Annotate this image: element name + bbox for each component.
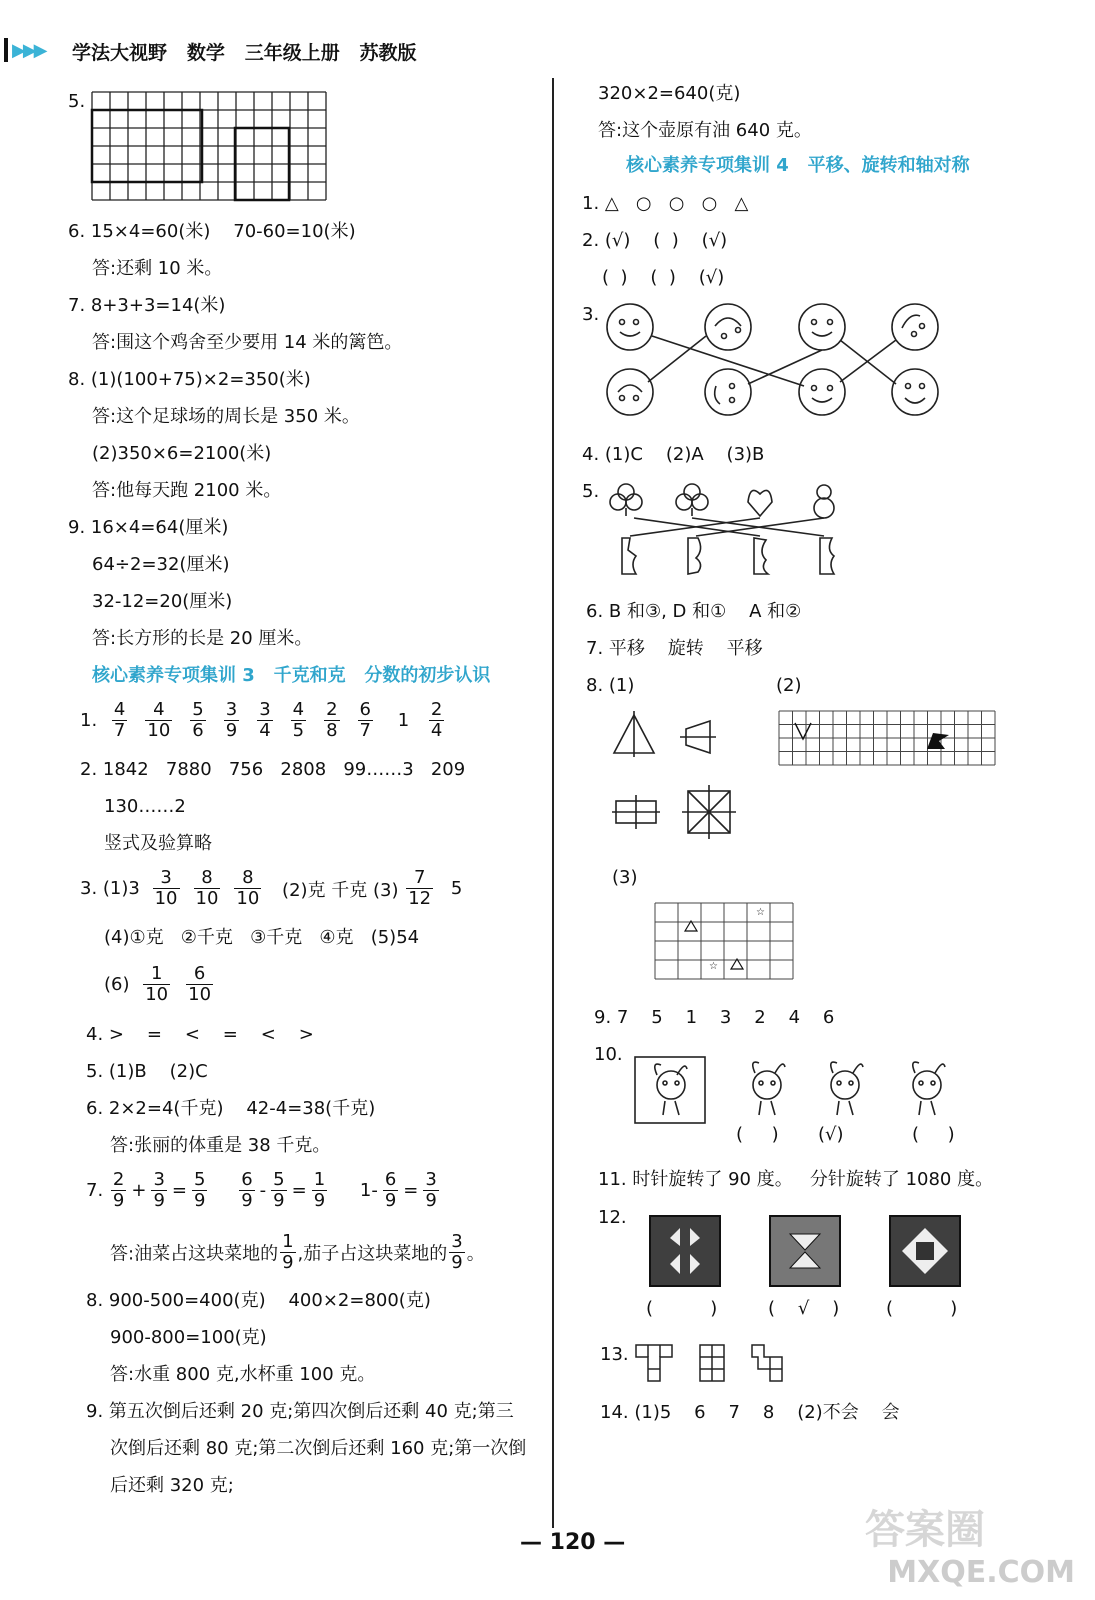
q8-part1: 8. (1)(100+75)×2=350(米) xyxy=(68,369,311,390)
denominator: 4 xyxy=(259,720,271,741)
s4-q14: 14. (1)5 6 7 8 (2)不会 会 xyxy=(600,1402,900,1423)
s4-q10-mark-3: ( ) xyxy=(912,1124,955,1145)
fraction xyxy=(291,700,306,741)
s4-q8-part3-label: (3) xyxy=(612,867,638,888)
q8-part1-answer: 答:这个足球场的周长是 350 米。 xyxy=(92,406,360,427)
s4-q13-shapes xyxy=(636,1343,796,1383)
numerator: 8 xyxy=(234,868,261,889)
s3-q4: 4. > = < = < > xyxy=(86,1024,314,1045)
r-line1: 320×2=640(克) xyxy=(598,83,741,104)
operator: = xyxy=(171,1180,188,1201)
denominator: 10 xyxy=(145,984,169,1005)
s4-q3-faces-figure xyxy=(600,300,950,420)
s4-q8-part2-grid xyxy=(779,711,997,767)
numerator: 4 xyxy=(113,699,126,720)
section4-title: 核心素养专项集训 4 平移、旋转和轴对称 xyxy=(626,155,970,176)
s3-q6: 6. 2×2=4(千克) 42-4=38(千克) xyxy=(86,1098,376,1119)
fraction xyxy=(224,700,239,741)
numerator: 5 xyxy=(273,1169,285,1190)
fraction xyxy=(406,868,433,909)
s3-q5: 5. (1)B (2)C xyxy=(86,1061,208,1082)
fraction xyxy=(190,700,205,741)
denominator: 9 xyxy=(451,1252,463,1273)
s4-q7: 7. 平移 旋转 平移 xyxy=(586,638,763,659)
section3-title: 核心素养专项集训 3 千克和克 分数的初步认识 xyxy=(92,665,491,686)
s4-q12-number: 12. xyxy=(598,1207,627,1228)
s3-q7-answer-c: 。 xyxy=(466,1243,485,1265)
denominator: 9 xyxy=(153,1190,165,1211)
numerator: 6 xyxy=(186,964,213,985)
s4-q5-matching-figure xyxy=(608,480,848,580)
numerator: 3 xyxy=(225,699,238,720)
denominator: 10 xyxy=(195,888,219,909)
s4-q6: 6. B 和③, D 和① A 和② xyxy=(586,601,802,622)
watermark-logo-text: 答案圈 xyxy=(865,1507,985,1553)
s3-q1-one: 1 xyxy=(397,710,410,731)
fraction xyxy=(234,868,261,909)
header-bar xyxy=(4,38,8,62)
denominator: 10 xyxy=(147,720,171,741)
q8-part2-answer: 答:他每天跑 2100 米。 xyxy=(92,480,282,501)
fraction xyxy=(194,868,221,909)
fraction xyxy=(153,868,180,909)
s3-q7-line xyxy=(86,1170,441,1211)
s4-q12-tiles-figure xyxy=(650,1216,962,1288)
denominator: 9 xyxy=(384,1190,397,1211)
s4-q8-part1-label: 8. (1) xyxy=(586,675,635,696)
fraction xyxy=(151,1170,166,1211)
denominator: 12 xyxy=(408,888,432,909)
s4-q12-mark-2: ( √ ) xyxy=(768,1298,840,1319)
s4-q2-line2: ( ) ( ) (√) xyxy=(602,267,725,288)
fraction xyxy=(112,700,127,741)
s3-q9-line1: 9. 第五次倒后还剩 20 克;第四次倒后还剩 40 克;第三 xyxy=(86,1401,514,1422)
fraction xyxy=(324,700,339,741)
s4-q12-mark-1: ( ) xyxy=(646,1298,718,1319)
q7-answer: 答:围这个鸡舍至少要用 14 米的篱笆。 xyxy=(92,332,403,353)
fraction xyxy=(429,700,444,741)
denominator: 9 xyxy=(225,720,238,741)
s3-q3-end: 5 xyxy=(450,878,463,899)
s4-q10-rabbits-figure xyxy=(635,1055,955,1125)
fraction xyxy=(239,1170,254,1211)
numerator: 5 xyxy=(192,699,204,720)
s3-q1-number: 1. xyxy=(80,710,98,731)
numerator: 3 xyxy=(153,868,180,889)
s3-q3-line2: (4)①克 ②千克 ③千克 ④克 (5)54 xyxy=(104,927,420,948)
q6-answer: 答:还剩 10 米。 xyxy=(92,258,223,279)
numerator: 2 xyxy=(112,1169,125,1190)
s3-q3-line1 xyxy=(80,868,462,909)
s4-q8-part2-label: (2) xyxy=(776,675,802,696)
s3-q3-6-label: (6) xyxy=(104,974,130,995)
s3-q3-mid: (2)克 千克 (3) xyxy=(282,879,399,901)
numerator: 6 xyxy=(384,1169,397,1190)
numerator: 6 xyxy=(359,699,371,720)
s3-q2-line2: 130……2 xyxy=(104,796,186,817)
fraction xyxy=(186,964,213,1005)
s3-q8-line1: 8. 900-500=400(克) 400×2=800(克) xyxy=(86,1290,431,1311)
numerator: 1 xyxy=(143,964,170,985)
denominator: 9 xyxy=(425,1190,437,1211)
s3-q2-line1: 2. 1842 7880 756 2808 99……3 209 xyxy=(80,759,466,780)
r-line2: 答:这个壶原有油 640 克。 xyxy=(598,120,812,141)
q5-grid-figure xyxy=(92,92,324,200)
operator: = xyxy=(403,1180,419,1201)
denominator: 9 xyxy=(273,1190,285,1211)
denominator: 5 xyxy=(292,720,305,741)
s3-q7-answer xyxy=(110,1232,485,1273)
numerator: 3 xyxy=(153,1169,165,1190)
q5-number: 5. xyxy=(68,91,86,112)
s4-q10-mark-1: ( ) xyxy=(736,1124,779,1145)
q7-equation: 7. 8+3+3=14(米) xyxy=(68,295,226,316)
s4-q4: 4. (1)C (2)A (3)B xyxy=(582,444,765,465)
numerator: 8 xyxy=(194,868,221,889)
fraction xyxy=(145,700,172,741)
svg-text:☆: ☆ xyxy=(756,907,765,918)
numerator: 3 xyxy=(425,1169,437,1190)
fraction xyxy=(383,1170,398,1211)
q9-line2: 64÷2=32(厘米) xyxy=(92,554,230,575)
q9-line3: 32-12=20(厘米) xyxy=(92,591,233,612)
q9-line1: 9. 16×4=64(厘米) xyxy=(68,517,229,538)
denominator: 9 xyxy=(194,1190,206,1211)
page-header xyxy=(0,30,520,70)
operator: 1- xyxy=(359,1180,378,1201)
s3-q7-answer-a: 答:油菜占这块菜地的 xyxy=(110,1243,279,1265)
q6-equation: 6. 15×4=60(米) 70-60=10(米) xyxy=(68,221,356,242)
operator: + xyxy=(131,1180,147,1201)
denominator: 9 xyxy=(241,1190,253,1211)
numerator: 2 xyxy=(430,699,443,720)
watermark-url: MXQE.COM xyxy=(887,1555,1075,1590)
s4-q10-mark-2: (√) xyxy=(818,1124,844,1145)
s3-q9-line3: 后还剩 320 克; xyxy=(110,1475,234,1496)
denominator: 9 xyxy=(313,1190,326,1211)
denominator: 10 xyxy=(236,888,260,909)
denominator: 10 xyxy=(188,984,212,1005)
denominator: 6 xyxy=(192,720,204,741)
numerator: 3 xyxy=(451,1231,463,1252)
q8-part2: (2)350×6=2100(米) xyxy=(92,443,272,464)
numerator: 1 xyxy=(313,1169,326,1190)
fraction xyxy=(271,1170,286,1211)
s3-q8-answer: 答:水重 800 克,水杯重 100 克。 xyxy=(110,1364,376,1385)
numerator: 4 xyxy=(145,700,172,721)
operator: = xyxy=(291,1180,307,1201)
s3-q9-line2: 次倒后还剩 80 克;第二次倒后还剩 160 克;第一次倒 xyxy=(110,1438,527,1459)
denominator: 8 xyxy=(326,720,338,741)
s3-q3-line3 xyxy=(104,964,221,1005)
fraction xyxy=(358,700,373,741)
s4-q2-line1: 2. (√) ( ) (√) xyxy=(582,230,728,251)
column-divider xyxy=(552,78,554,1528)
denominator: 9 xyxy=(282,1252,294,1273)
denominator: 4 xyxy=(430,720,443,741)
denominator: 7 xyxy=(113,720,126,741)
s3-q7-number: 7. xyxy=(86,1180,104,1201)
s3-q7-answer-b: ,茄子占这块菜地的 xyxy=(297,1243,448,1265)
s4-q12-mark-3: ( ) xyxy=(886,1298,958,1319)
s4-q8-part1-shapes xyxy=(610,715,760,840)
fraction xyxy=(280,1232,295,1273)
s3-q2-line3: 竖式及验算略 xyxy=(104,833,212,854)
s4-q8-part3-grid xyxy=(655,903,795,983)
s3-q3-prefix: 3. (1)3 xyxy=(80,878,140,899)
numerator: 3 xyxy=(259,699,271,720)
s4-q9: 9. 7 5 1 3 2 4 6 xyxy=(594,1007,835,1028)
s4-q3-number: 3. xyxy=(582,304,600,325)
denominator: 10 xyxy=(154,888,178,909)
fraction xyxy=(143,964,170,1005)
s3-q6-answer: 答:张丽的体重是 38 千克。 xyxy=(110,1135,331,1156)
q9-answer: 答:长方形的长是 20 厘米。 xyxy=(92,628,313,649)
operator: - xyxy=(259,1180,267,1201)
fraction xyxy=(449,1232,464,1273)
header-title: 学法大视野 数学 三年级上册 苏教版 xyxy=(72,42,417,64)
header-arrows-icon: ▶▶▶ xyxy=(12,40,45,61)
numerator: 6 xyxy=(241,1169,253,1190)
denominator: 9 xyxy=(112,1190,125,1211)
fraction xyxy=(111,1170,126,1211)
numerator: 1 xyxy=(282,1231,294,1252)
s4-q10-number: 10. xyxy=(594,1044,623,1065)
s4-q13-number: 13. xyxy=(600,1344,629,1365)
s4-q1: 1. △ ○ ○ ○ △ xyxy=(582,193,749,214)
s3-q1-line xyxy=(80,700,448,741)
numerator: 4 xyxy=(292,699,305,720)
page-number: — 120 — xyxy=(520,1530,626,1555)
svg-text:☆: ☆ xyxy=(709,961,718,972)
fraction xyxy=(312,1170,327,1211)
s4-q5-number: 5. xyxy=(582,481,600,502)
numerator: 7 xyxy=(406,868,433,889)
fraction xyxy=(423,1170,438,1211)
numerator: 2 xyxy=(326,699,338,720)
s3-q8-line2: 900-800=100(克) xyxy=(110,1327,267,1348)
fraction xyxy=(192,1170,207,1211)
numerator: 5 xyxy=(194,1169,206,1190)
s4-q11: 11. 时针旋转了 90 度。 分针旋转了 1080 度。 xyxy=(598,1169,994,1190)
denominator: 7 xyxy=(359,720,371,741)
fraction xyxy=(257,700,272,741)
